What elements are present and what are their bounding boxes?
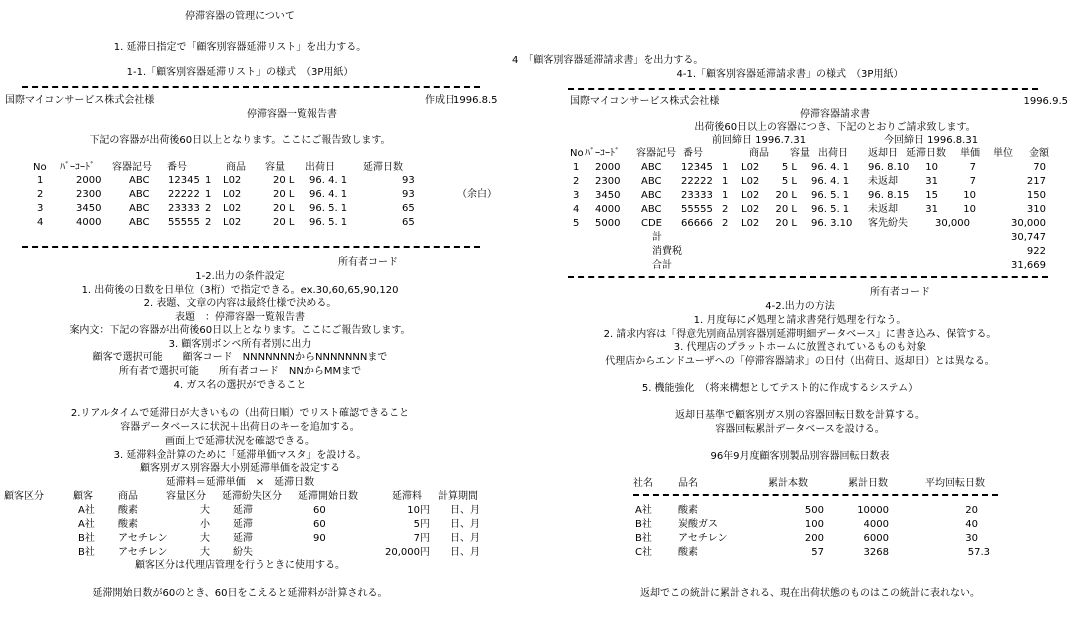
table-cell: 10: [963, 190, 976, 201]
table-cell: 12345: [168, 175, 200, 186]
table-cell: 20 L: [775, 218, 797, 229]
col-overdue-days: 延滞日数: [363, 162, 403, 173]
table-cell: 延滞料: [392, 491, 422, 502]
table-cell: 顧客区分: [4, 491, 44, 502]
table-cell: 未返却: [868, 176, 898, 187]
table-cell: 20 L: [273, 189, 295, 200]
subtotal-value: 30,747: [1011, 232, 1046, 243]
table-cell: 社名: [633, 478, 653, 489]
section2-note: 顧客区分は代理店管理を行うときに使用する。: [135, 560, 345, 571]
table-cell: 57.3: [967, 547, 990, 558]
table-cell: 96. 4. 1: [309, 175, 348, 186]
table-cell: A社: [635, 505, 652, 516]
table-cell: 20 L: [775, 190, 797, 201]
table-cell: 大: [200, 533, 210, 544]
col-number: 番号: [167, 162, 187, 173]
report-created-date: 1996.8.5: [453, 95, 498, 106]
section5-footer: 返却でこの統計に累計される、現在出荷状態のものはこの統計に表れない。: [640, 588, 980, 599]
section2-line: 2.リアルタイムで延滞日が大きいもの（出荷日順）でリスト確認できること: [70, 408, 410, 419]
table-cell: 217: [1026, 176, 1046, 187]
table-cell: 96. 8.15: [868, 190, 910, 201]
table-cell: 日、月: [450, 533, 480, 544]
table-cell: 容量: [790, 148, 810, 159]
table-cell: ABC: [641, 204, 662, 215]
section4-heading: 4 「顧客別容器延滞請求書」を出力する。: [512, 55, 704, 66]
table-cell: C社: [635, 547, 652, 558]
table-cell: 延滞紛失区分: [222, 491, 282, 502]
section2-line: 画面上で延滞状況を確認できる。: [165, 436, 315, 447]
table-cell: 2: [722, 218, 729, 229]
table-cell: 平均回転日数: [925, 478, 985, 489]
table-cell: 2: [205, 203, 212, 214]
divider: [22, 246, 480, 248]
table-cell: 31: [925, 176, 938, 187]
table-cell: ABC: [641, 176, 662, 187]
table-cell: 55555: [681, 204, 713, 215]
col-barcode: ﾊﾞｰｺｰﾄﾞ: [60, 162, 95, 173]
table-cell: 2: [37, 189, 44, 200]
table-cell: 96. 5. 1: [309, 217, 348, 228]
table-cell: ABC: [129, 217, 150, 228]
condition-line: 3. 顧客別ボンベ所有者別に出力: [168, 339, 312, 350]
table-cell: 計算期間: [438, 491, 478, 502]
table-cell: 酸素: [118, 519, 138, 530]
total-value: 31,669: [1011, 260, 1046, 271]
subtotal-label: 計: [652, 232, 662, 243]
table-cell: 金額: [1029, 148, 1049, 159]
section2-line: 3. 延滞料金計算のために「延滞単価マスタ」を設ける。: [113, 450, 367, 461]
table-cell: 5000: [595, 218, 621, 229]
table-cell: 酸素: [678, 547, 698, 558]
method-line: 3. 代理店のプラットホームに放置されているものも対象: [673, 342, 927, 353]
table-cell: 90: [313, 533, 326, 544]
table-cell: L02: [741, 218, 760, 229]
table-cell: 5 L: [781, 176, 797, 187]
table-cell: 2: [722, 204, 729, 215]
table-cell: 10: [963, 204, 976, 215]
report-intro: 下記の容器が出荷後60日以上となります。ここにご報告致します。: [89, 135, 391, 146]
table-cell: 30,000: [935, 218, 970, 229]
table-cell: 30: [965, 533, 978, 544]
table-cell: 4: [573, 204, 580, 215]
table-cell: L02: [223, 175, 242, 186]
report-title: 停滞容器一覧報告書: [247, 109, 337, 120]
divider: [633, 494, 998, 496]
table-cell: 酸素: [678, 505, 698, 516]
table-cell: 小: [200, 519, 210, 530]
table-cell: 4000: [595, 204, 621, 215]
table-cell: 2000: [76, 175, 102, 186]
table-cell: 20: [965, 505, 978, 516]
table-cell: 累計本数: [768, 478, 808, 489]
table-cell: 番号: [683, 148, 703, 159]
table-cell: 20 L: [775, 204, 797, 215]
table-cell: 70: [1033, 162, 1046, 173]
table-cell: 12345: [681, 162, 713, 173]
table-cell: B社: [635, 533, 652, 544]
table-cell: 紛失: [233, 547, 253, 558]
doc-title: 停滞容器の管理について: [185, 11, 295, 22]
table-cell: L02: [741, 176, 760, 187]
col-no: No: [33, 162, 47, 173]
table-cell: 96. 8.10: [868, 162, 910, 173]
table-cell: 22222: [168, 189, 200, 200]
table-cell: 商品: [118, 491, 138, 502]
condition-line: 案内文：下記の容器が出荷後60日以上となります。ここにご報告致します。: [69, 325, 411, 336]
table-cell: 顧客: [73, 491, 93, 502]
table-cell: アセチレン: [118, 533, 168, 544]
report-customer: 国際マイコンサービス株式会社様: [5, 95, 155, 106]
table-cell: 96. 5. 1: [811, 190, 850, 201]
table-cell: B社: [635, 519, 652, 530]
table-cell: 30,000: [1011, 218, 1046, 229]
table-cell: 3268: [863, 547, 889, 558]
table-cell: 日、月: [450, 519, 480, 530]
table-cell: B社: [78, 547, 95, 558]
table-cell: 65: [402, 203, 415, 214]
table-cell: 1: [37, 175, 44, 186]
section2-line: 容器データベースに状況＋出荷日のキーを追加する。: [120, 422, 360, 433]
table-cell: ABC: [129, 203, 150, 214]
table-cell: 1: [722, 176, 729, 187]
section5-line: 容器回転累計データベースを設ける。: [715, 424, 885, 435]
table-cell: 日、月: [450, 505, 480, 516]
table-cell: 1: [722, 190, 729, 201]
section1-heading: 1. 延滞日指定で「顧客別容器延滞リスト」を出力する。: [113, 42, 367, 53]
condition-line: 4. ガス名の選択ができること: [173, 380, 307, 391]
table-cell: 96. 4. 1: [811, 176, 850, 187]
tax-value: 922: [1026, 246, 1046, 257]
table-cell: 15: [925, 190, 938, 201]
table-cell: 7: [969, 162, 976, 173]
table-cell: 1: [573, 162, 580, 173]
table-cell: 炭酸ガス: [678, 519, 718, 530]
section5-heading: 5. 機能強化 （将来構想としてテスト的に作成するシステム）: [641, 383, 919, 394]
table-cell: 23333: [168, 203, 200, 214]
table-cell: ABC: [129, 175, 150, 186]
invoice-owner-code: 所有者コード: [870, 287, 930, 298]
table-cell: 2: [205, 217, 212, 228]
rotation-table-title: 96年9月度顧客別製品別容器回転日数表: [710, 451, 890, 462]
table-cell: 31: [925, 204, 938, 215]
table-cell: 60: [313, 505, 326, 516]
table-cell: 延滞日数: [906, 148, 946, 159]
section1-sub-heading: 1-1.「顧客別容器延滞リスト」の様式 （3P用紙）: [126, 67, 354, 78]
table-cell: 7円: [413, 533, 430, 544]
invoice-customer: 国際マイコンサービス株式会社様: [570, 96, 720, 107]
table-cell: A社: [78, 505, 95, 516]
table-cell: 96. 4. 1: [811, 162, 850, 173]
table-cell: 単価: [960, 148, 980, 159]
table-cell: 100: [804, 519, 824, 530]
total-label: 合計: [652, 260, 672, 271]
table-cell: 6000: [863, 533, 889, 544]
table-cell: 4000: [863, 519, 889, 530]
table-cell: 96. 5. 1: [811, 204, 850, 215]
table-cell: 57: [811, 547, 824, 558]
table-cell: 単位: [993, 148, 1013, 159]
table-cell: 客先紛失: [868, 218, 908, 229]
condition-line: 所有者で選択可能 所有者コード NNからMMまで: [118, 366, 362, 377]
table-cell: 3: [573, 190, 580, 201]
table-cell: 3450: [595, 190, 621, 201]
table-cell: 大: [200, 505, 210, 516]
table-cell: ABC: [641, 162, 662, 173]
table-cell: 65: [402, 217, 415, 228]
table-cell: 返却日: [868, 148, 898, 159]
table-cell: L02: [223, 217, 242, 228]
table-cell: 20 L: [273, 217, 295, 228]
section2-line: 延滞料＝延滞単価 × 延滞日数: [165, 477, 315, 488]
condition-line: 顧客で選択可能 顧客コード NNNNNNNからNNNNNNNまで: [92, 352, 388, 363]
table-cell: 3: [37, 203, 44, 214]
table-cell: L02: [741, 162, 760, 173]
table-cell: 55555: [168, 217, 200, 228]
table-cell: 容量区分: [166, 491, 206, 502]
divider: [568, 276, 1048, 278]
table-cell: 日、月: [450, 547, 480, 558]
table-cell: 累計日数: [848, 478, 888, 489]
table-cell: 93: [402, 175, 415, 186]
table-cell: 延滞: [233, 519, 253, 530]
table-cell: 商品: [749, 148, 769, 159]
table-cell: 大: [200, 547, 210, 558]
table-cell: アセチレン: [678, 533, 728, 544]
table-cell: CDE: [641, 218, 663, 229]
section2-footer: 延滞開始日数が60のとき、60日をこえると延滞料が計算される。: [92, 588, 388, 599]
table-cell: 2300: [76, 189, 102, 200]
conditions-heading: 1-2.出力の条件設定: [195, 271, 285, 282]
invoice-intro: 出荷後60日以上の容器につき、下記のとおりご請求致します。: [694, 122, 976, 133]
table-cell: 容器記号: [636, 148, 676, 159]
table-cell: 延滞開始日数: [298, 491, 358, 502]
table-cell: 93: [402, 189, 415, 200]
method-heading: 4-2.出力の方法: [765, 301, 835, 312]
table-cell: 1: [722, 162, 729, 173]
report-created-label: 作成日: [425, 95, 455, 106]
condition-line: 1. 出荷後の日数を日単位（3桁）で指定できる。ex.30,60,65,90,120: [81, 285, 399, 296]
table-cell: 66666: [681, 218, 713, 229]
table-cell: ABC: [641, 190, 662, 201]
table-cell: 20 L: [273, 203, 295, 214]
table-cell: 2: [573, 176, 580, 187]
table-cell: 2000: [595, 162, 621, 173]
report-owner-code: 所有者コード: [338, 257, 398, 268]
table-cell: ABC: [129, 189, 150, 200]
margin-note: （余白）: [457, 189, 497, 200]
table-cell: 延滞: [233, 505, 253, 516]
table-cell: No: [570, 148, 584, 159]
table-cell: L02: [223, 203, 242, 214]
table-cell: 150: [1026, 190, 1046, 201]
table-cell: L02: [223, 189, 242, 200]
table-cell: 20 L: [273, 175, 295, 186]
table-cell: 96. 4. 1: [309, 189, 348, 200]
section2-line: 顧客別ガス別容器大小別延滞単価を設定する: [140, 463, 340, 474]
table-cell: B社: [78, 533, 95, 544]
table-cell: 23333: [681, 190, 713, 201]
table-cell: 22222: [681, 176, 713, 187]
table-cell: 5円: [413, 519, 430, 530]
condition-line: 2. 表題、文章の内容は最終仕様で決める。: [143, 298, 337, 309]
table-cell: 200: [804, 533, 824, 544]
table-cell: 未返却: [868, 204, 898, 215]
table-cell: 7: [969, 176, 976, 187]
table-cell: 310: [1026, 204, 1046, 215]
table-cell: 酸素: [118, 505, 138, 516]
table-cell: 1: [205, 175, 212, 186]
condition-line: 表題 ：停滞容器一覧報告書: [175, 312, 305, 323]
table-cell: 10000: [857, 505, 889, 516]
table-cell: 2300: [595, 176, 621, 187]
invoice-prev-close: 前回締日 1996.7.31: [712, 135, 807, 146]
table-cell: A社: [78, 519, 95, 530]
table-cell: 4: [37, 217, 44, 228]
table-cell: 40: [965, 519, 978, 530]
table-cell: 1: [205, 189, 212, 200]
table-cell: 20,000円: [385, 547, 430, 558]
col-volume: 容量: [265, 162, 285, 173]
table-cell: アセチレン: [118, 547, 168, 558]
method-line: 代理店からエンドユーザへの「停滞容器請求」の日付（出荷日、返却日）とは異なる。: [605, 356, 995, 367]
method-line: 2. 請求内容は「得意先別商品別容器別延滞明細データベース」に書き込み、保管する。: [603, 329, 997, 340]
table-cell: 96. 3.10: [811, 218, 853, 229]
invoice-date: 1996.9.5: [1023, 96, 1068, 107]
section5-line: 返却日基準で顧客別ガス別の容器回転日数を計算する。: [675, 410, 925, 421]
invoice-title: 停滞容器請求書: [800, 109, 870, 120]
table-cell: 延滞: [233, 533, 253, 544]
invoice-this-close: 今回締日 1996.8.31: [884, 135, 979, 146]
table-cell: 3450: [76, 203, 102, 214]
table-cell: 5 L: [781, 162, 797, 173]
col-ship-date: 出荷日: [305, 162, 335, 173]
table-cell: 500: [804, 505, 824, 516]
table-cell: 品名: [678, 478, 698, 489]
table-cell: L02: [741, 204, 760, 215]
table-cell: 4000: [76, 217, 102, 228]
divider: [568, 88, 1038, 90]
table-cell: 10: [925, 162, 938, 173]
table-cell: 60: [313, 519, 326, 530]
section4-sub-heading: 4-1.「顧客別容器延滞請求書」の様式 （3P用紙）: [676, 69, 904, 80]
divider: [22, 86, 480, 88]
col-container: 容器記号: [112, 162, 152, 173]
table-cell: 5: [573, 218, 580, 229]
table-cell: L02: [741, 190, 760, 201]
method-line: 1. 月度毎に〆処理と請求書発行処理を行なう。: [693, 315, 907, 326]
tax-label: 消費税: [652, 246, 682, 257]
table-cell: 96. 5. 1: [309, 203, 348, 214]
table-cell: 出荷日: [818, 148, 848, 159]
table-cell: 10円: [407, 505, 430, 516]
col-product: 商品: [226, 162, 246, 173]
table-cell: ﾊﾞｰｺｰﾄﾞ: [585, 148, 620, 159]
